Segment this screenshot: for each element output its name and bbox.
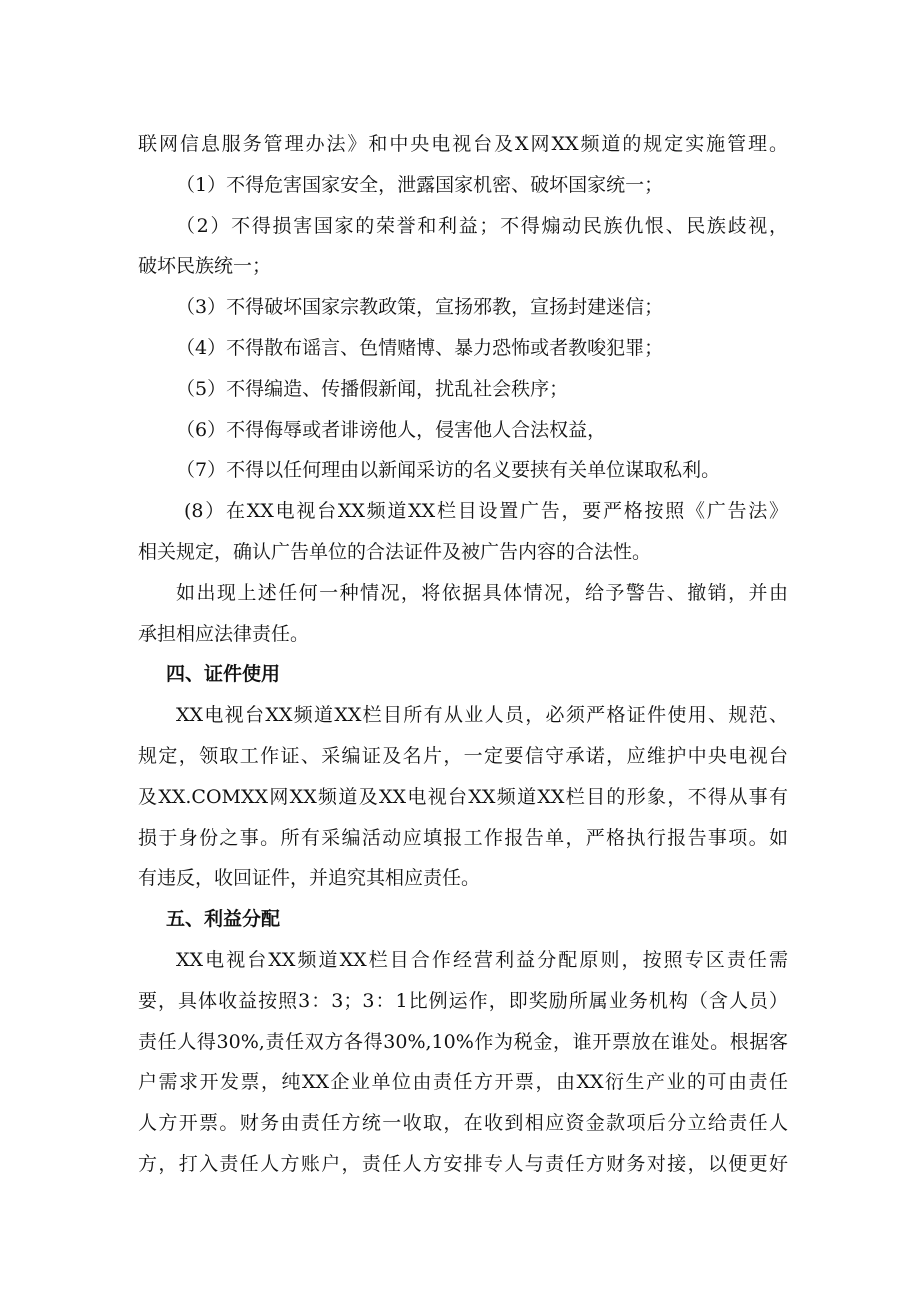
paragraph-line: 规定，领取工作证、采编证及名片，一定要信守承诺，应维护中央电视台 — [138, 744, 788, 767]
paragraph-line: 人方开票。财务由责任方统一收取，在收到相应资金款项后分立给责任人 — [138, 1112, 788, 1135]
paragraph-line: 户需求开发票，纯XX企业单位由责任方开票，由XX衍生产业的可由责任 — [138, 1071, 788, 1094]
document-body — [138, 124, 788, 1185]
section-heading-certificates: 四、证件使用 — [166, 663, 281, 686]
paragraph-line: 有违反，收回证件，并追究其相应责任。 — [138, 867, 481, 890]
list-item-1: （1）不得危害国家安全，泄露国家机密、破坏国家统一； — [176, 173, 664, 196]
paragraph-line: 方，打入责任人方账户，责任人方安排专人与责任方财务对接，以便更好 — [138, 1152, 788, 1175]
list-item-2-continuation: 破坏民族统一； — [138, 255, 272, 278]
paragraph-line: 承担相应法律责任。 — [138, 622, 310, 645]
paragraph-line: 损于身份之事。所有采编活动应填报工作报告单，严格执行报告事项。如 — [138, 826, 788, 849]
paragraph-line: 联网信息服务管理办法》和中央电视台及X网XX频道的规定实施管理。 — [138, 133, 788, 155]
paragraph-line: XX电视台XX频道XX栏目合作经营利益分配原则，按照专区责任需 — [176, 948, 788, 971]
paragraph-line: 如出现上述任何一种情况，将依据具体情况，给予警告、撤销，并由 — [176, 581, 788, 604]
list-item-4: （4）不得散布谣言、色情赌博、暴力恐怖或者教唆犯罪； — [176, 336, 664, 359]
list-item-5: （5）不得编造、传播假新闻，扰乱社会秩序； — [176, 377, 569, 400]
paragraph-line: XX电视台XX频道XX栏目所有从业人员，必须严格证件使用、规范、 — [176, 704, 788, 727]
paragraph-line: 责任人得30%,责任双方各得30%,10%作为税金，谁开票放在谁处。根据客 — [138, 1030, 788, 1053]
list-item-8: (8）在XX电视台XX频道XX栏目设置广告，要严格按照《广告法》 — [184, 500, 788, 523]
paragraph-line: 及XX.COMXX网XX频道及XX电视台XX频道XX栏目的形象，不得从事有 — [138, 785, 788, 808]
list-item-6: （6）不得侮辱或者诽谤他人，侵害他人合法权益， — [176, 418, 607, 441]
list-item-3: （3）不得破坏国家宗教政策，宣扬邪教，宣扬封建迷信； — [176, 296, 664, 319]
section-heading-profit-distribution: 五、利益分配 — [166, 908, 281, 931]
paragraph-line: 要，具体收益按照3：3；3：1比例运作，即奖励所属业务机构（含人员） — [138, 989, 788, 1012]
list-item-7: （7）不得以任何理由以新闻采访的名义要挟有关单位谋取私利。 — [176, 459, 721, 482]
list-item-8-continuation: 相关规定，确认广告单位的合法证件及被广告内容的合法性。 — [138, 540, 652, 563]
list-item-2: （2）不得损害国家的荣誉和利益；不得煽动民族仇恨、民族歧视， — [176, 214, 788, 237]
